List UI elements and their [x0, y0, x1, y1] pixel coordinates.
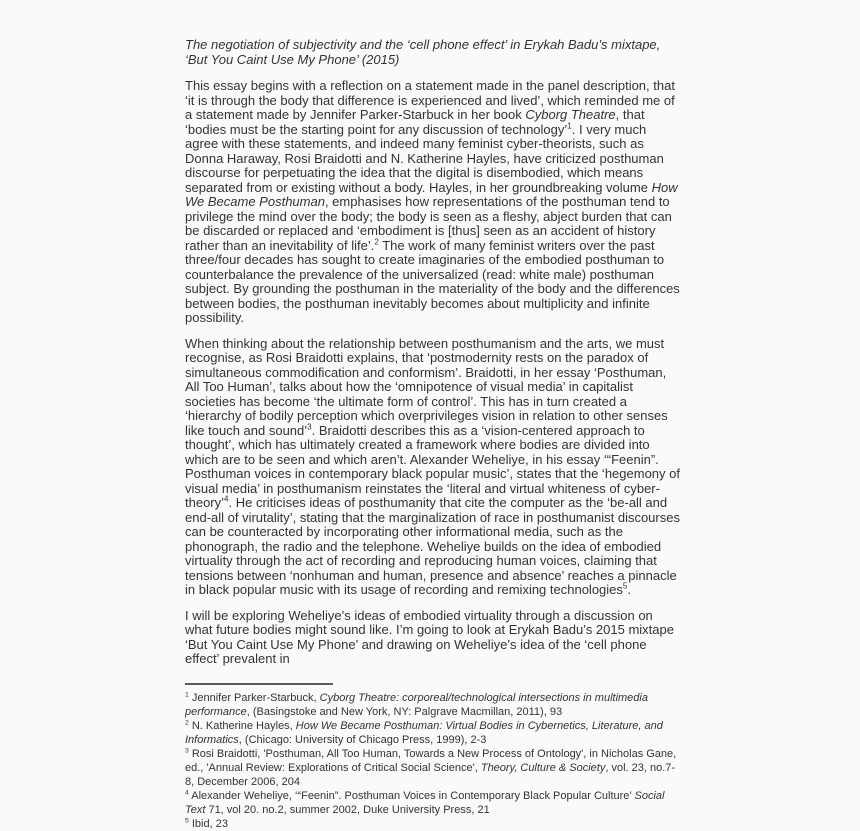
- body-paragraph: [185, 79, 681, 326]
- footnote-reference: 3: [307, 422, 312, 432]
- text-run: Jennifer Parker-Starbuck,: [191, 691, 320, 704]
- footnote-reference: 2: [374, 237, 379, 247]
- footnote-marker: 5: [185, 816, 189, 824]
- footnote: [185, 719, 681, 747]
- text-run: , (Chicago: University of Chicago Press, 1999), 2-3: [238, 733, 487, 746]
- text-run: , emphasises how representations of the posthuman tend to privilege the mind over the body; the body is seen as a fleshy, abject burden that can be discarded or replaced and ‘embodiment is [thus] seen as an accident of history rather than an inevitability of life’.: [185, 194, 672, 253]
- footnote-separator: [185, 683, 333, 685]
- text-run: Rosi Braidotti, 'Posthuman, All Too Human, Towards a New Process of Ontology', in Nicholas Gane, ed., 'Annual Review: Explorations of Critical Social Science',: [185, 747, 677, 774]
- footnotes-section: [185, 691, 681, 831]
- footnote: [185, 691, 681, 719]
- text-run: Ibid, 23: [191, 817, 228, 830]
- footnote-marker: 3: [185, 746, 189, 754]
- footnote-marker: 2: [185, 718, 189, 726]
- footnote-marker: 1: [185, 690, 189, 698]
- text-run: . Braidotti describes this as a ‘vision-centered approach to thought’, which has ultimately created a framework where bodies are divided into which are to be seen and which aren’t. Alexander Weheliye, in his essay ‘“Feenin”. Posthuman voices in contemporary black popular music’, states that the ‘hegemony of visual media’ in posthumanism reinstates the ‘literal and virtual whiteness of cyber-theory’: [185, 422, 680, 510]
- text-run: Cyborg Theatre: corporeal/technological intersections in multimedia performance: [185, 691, 648, 718]
- text-run: 71, vol 20. no.2, summer 2002, Duke University Press, 21: [205, 803, 490, 816]
- text-run: How We Became Posthuman: Virtual Bodies in Cybernetics, Literature, and Informatics: [185, 719, 663, 746]
- text-run: (2015): [361, 51, 400, 67]
- text-run: The negotiation of subjectivity and the ‘cell phone effect’ in Erykah Badu’s mixtape, ‘But You Caint Use My Phone’: [185, 37, 661, 67]
- text-run: .: [627, 582, 632, 597]
- text-run: Social Text: [185, 789, 665, 816]
- footnote-reference: 5: [622, 581, 628, 591]
- text-column: [185, 38, 681, 831]
- essay-title: [185, 38, 681, 67]
- text-run: , that ‘bodies must be the starting point for any discussion of technology’: [185, 107, 645, 137]
- footnote: [185, 747, 681, 789]
- footnote-marker: 4: [185, 788, 189, 796]
- text-run: I will be exploring Weheliye’s ideas of embodied virtuality through a discussion on what future bodies might sound like. I’m going to look at Erykah Badu’s 2015 mixtape ‘But You Caint Use My Phone’ and drawing on Weheliye’s idea of the ‘cell phone effect’ prevalent in: [185, 607, 674, 666]
- footnote-reference: 4: [224, 494, 229, 504]
- body-paragraph: [185, 609, 681, 667]
- text-run: When thinking about the relationship between posthumanism and the arts, we must recognise, as Rosi Braidotti explains, that ‘postmodernity rests on the paradox of simultaneous commodification and conformism’. Braidotti, in her essay ‘Posthuman, All Too Human’, talks about how the ‘omnipotence of visual media’ in capitalist societies has become ‘the ultimate form of control’. This has in turn created a ‘hierarchy of bodily perception which overprivileges vision in relation to other senses like touch and sound’: [185, 335, 668, 438]
- text-run: Theory, Culture & Society: [480, 761, 606, 774]
- text-run: How We Became Posthuman: [185, 179, 678, 209]
- body-paragraph: [185, 337, 681, 598]
- text-run: The work of many feminist writers over the past three/four decades has sought to create imaginaries of the embodied posthuman to counterbalance the prevalence of the universalized (read: white male) posthuman subject. By grounding the posthuman in the materiality of the body and the differences between bodies, the posthuman inevitably becomes about multiplicity and infinite possibility.: [185, 237, 680, 325]
- text-run: , vol. 23, no.7-8, December 2006, 204: [185, 761, 676, 788]
- text-run: N. Katherine Hayles,: [191, 719, 296, 732]
- text-run: Alexander Weheliye, ‘“Feenin”. Posthuman Voices in Contemporary Black Popular Culture’: [191, 789, 635, 802]
- text-run: . He criticises ideas of posthumanity that cite the computer as the ‘be-all and end-all of virutality’, stating that the marginalization of race in posthumanist discourses can be counteracted by incorporating other informational media, such as the phonograph, the radio and the telephone. Weheliye builds on the idea of embodied virtuality through the act of recording and reproducing human voices, claiming that tensions between ‘nonhuman and human, presence and absence’ reaches a pinnacle in black popular music with its usage of recording and remixing technologies: [185, 495, 680, 597]
- essay-body: [185, 79, 681, 667]
- text-run: . I very much agree with these statements, and indeed many feminist cyber-theorists, such as Donna Haraway, Rosi Braidotti and N. Katherine Hayles, have criticized posthuman discourse for perpetuating the idea that the digital is disembodied, which means separated from or existing without a body. Hayles, in her groundbreaking volume: [185, 121, 664, 195]
- footnote: [185, 789, 681, 817]
- text-run: , (Basingstoke and New York, NY: Palgrave Macmillan, 2011), 93: [246, 705, 563, 718]
- footnote-reference: 1: [567, 121, 572, 131]
- text-run: Cyborg Theatre: [525, 107, 616, 122]
- footnote: [185, 817, 681, 831]
- text-run: This essay begins with a reflection on a statement made in the panel description, that ‘it is through the body that difference is experienced and lived’, which reminded me of a statement made by Jennifer Parker-Starbuck in her book: [185, 78, 675, 122]
